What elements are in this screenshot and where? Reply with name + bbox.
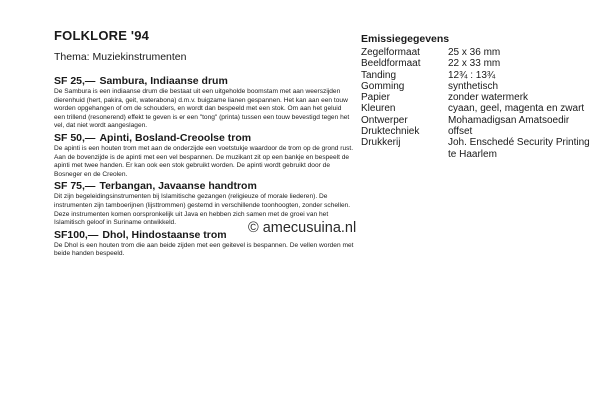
stamp-name: Sambura, Indiaanse drum	[99, 75, 228, 87]
emission-key: Beeldformaat	[361, 58, 421, 70]
emission-row	[361, 126, 596, 137]
emission-key: Gomming	[361, 80, 405, 92]
stamp-value: SF 75,—	[54, 180, 96, 193]
emission-key: Ontwerper	[361, 114, 408, 126]
theme-subtitle: Thema: Muziekinstrumenten	[54, 51, 187, 63]
stamp-entry	[54, 75, 354, 131]
emission-row	[361, 47, 596, 58]
emission-key: Kleuren	[361, 103, 396, 115]
emission-key: Zegelformaat	[361, 47, 420, 58]
stamp-heading	[54, 75, 354, 87]
stamp-name: Terbangan, Javaanse handtrom	[99, 180, 257, 193]
stamp-description: De Dhol is een houten trom die aan beide zijden met een geitevel is bespannen. De vellen worden met beide handen bespeeld.	[54, 241, 354, 258]
stamp-value: SF 50,—	[54, 131, 96, 144]
emission-value: Joh. Enschedé Security Printing te Haarlem	[448, 137, 590, 160]
emission-key: Drukkerij	[361, 137, 401, 149]
emission-row	[361, 92, 596, 103]
stamp-description: Dit zijn begeleidingsinstrumenten bij Islamitische gezangen (religieuze of morale liederen). De instrumenten zijn tamboerijnen (lijsttrommen) gestemd in verschillende toonhoogten, zonder schellen. Deze instrumenten komen oorspronkelijk uit Java en hebben zich samen met de groei van het Islamitisch geloof in Suriname ontwikkeld.	[54, 193, 351, 227]
stamp-name: Dhol, Hindostaanse trom	[102, 228, 227, 241]
emission-key: Papier	[361, 92, 390, 104]
emission-value: zonder watermerk	[448, 92, 529, 104]
watermark-text: © amecusuina.nl	[248, 220, 357, 236]
stamp-name: Apinti, Bosland-Creoolse trom	[99, 131, 252, 144]
emission-row	[361, 58, 596, 69]
emission-row	[361, 70, 596, 81]
stamp-heading	[54, 132, 354, 144]
emission-value: Mohamadigsan Amatsoedir	[448, 114, 570, 126]
emission-value: 22 x 33 mm	[448, 58, 501, 70]
emission-title: Emissiegegevens	[361, 33, 450, 45]
emission-row	[361, 103, 596, 114]
emission-value: offset	[448, 126, 473, 138]
stamp-value: SF 25,—	[54, 75, 96, 87]
emission-value: cyaan, geel, magenta en zwart	[448, 103, 585, 115]
stamp-entry	[54, 132, 354, 179]
stamp-description: De Sambura is een indiaanse drum die bestaat uit een uitgeholde boomstam met aan weerszijden dierenhuid (hert, pakira, geit, waterabonа) d.m.v. buigzame lianen gespannen. Het kan aan een touw worden opgehangen of om de schouders, en wordt dan bespeeld met een stok. Om aan het geluid een trillend (resonerend) effekt te geven is er een "tong" (printa) tussen een touw bevestigd tegen het vel, dat niet wordt aangeslagen.	[54, 88, 350, 130]
stamp-heading	[54, 180, 354, 192]
emission-row	[361, 137, 596, 160]
emission-value: 12¾ : 13¾	[448, 69, 496, 81]
emission-value: 25 x 36 mm	[448, 47, 501, 58]
emission-value: synthetisch	[448, 80, 499, 92]
stamp-description: De apinti is een houten trom met aan de onderzijde een voetstukje waardoor de trom op de grond rust. Aan de bovenzijde is de apinti met een vel bespannen. De muzikant zit op een bankje en bespeelt de apinti met twee handen. Er kan ook een stok gebruikt worden. De apinti wordt gebruikt door de Bosneger en de Creolen.	[54, 144, 354, 178]
emission-key: Druktechniek	[361, 126, 420, 138]
emission-row	[361, 81, 596, 92]
stamp-value: SF100,—	[54, 228, 99, 241]
emission-data-column	[361, 33, 596, 160]
emission-row	[361, 115, 596, 126]
emission-key: Tanding	[361, 69, 397, 81]
page-title: FOLKLORE '94	[54, 28, 150, 43]
